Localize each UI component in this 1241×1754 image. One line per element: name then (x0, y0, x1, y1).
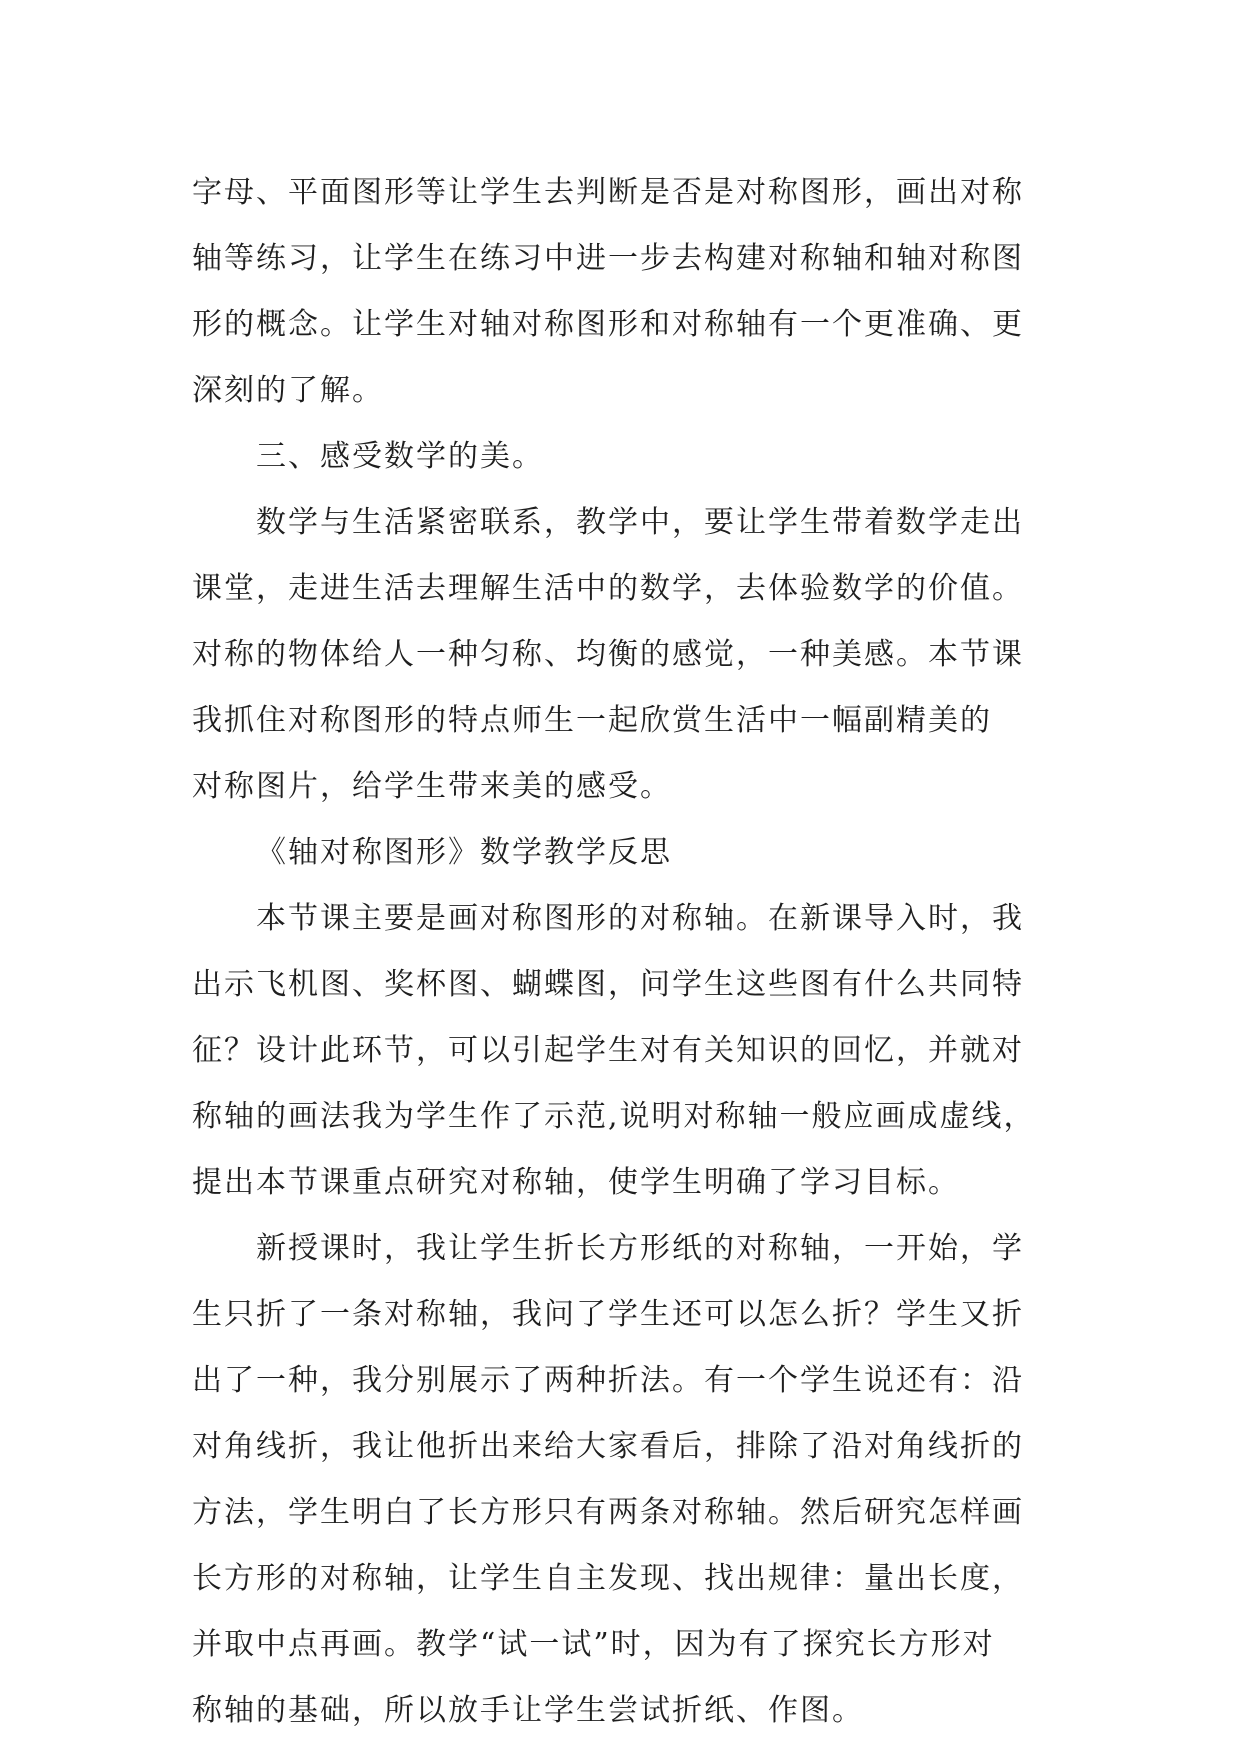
text-line: 新授课时，我让学生折长方形纸的对称轴，一开始，学 (256, 1231, 1024, 1266)
article-title: 《轴对称图形》数学教学反思 (256, 835, 672, 870)
text-line: 对称图片，给学生带来美的感受。 (192, 769, 672, 804)
text-line: 对角线折，我让他折出来给大家看后，排除了沿对角线折的 (192, 1429, 1024, 1464)
text-line: 征？设计此环节，可以引起学生对有关知识的回忆，并就对 (192, 1033, 1024, 1068)
text-line: 字母、平面图形等让学生去判断是否是对称图形，画出对称 (192, 175, 1024, 210)
text-line: 并取中点再画。教学“试一试”时，因为有了探究长方形对 (192, 1627, 995, 1662)
text-line: 形的概念。让学生对轴对称图形和对称轴有一个更准确、更 (192, 307, 1024, 342)
text-line: 出示飞机图、奖杯图、蝴蝶图，问学生这些图有什么共同特 (192, 967, 1024, 1002)
text-line: 称轴的画法我为学生作了示范,说明对称轴一般应画成虚线， (192, 1099, 1036, 1134)
text-line: 提出本节课重点研究对称轴，使学生明确了学习目标。 (192, 1165, 960, 1200)
text-line: 称轴的基础，所以放手让学生尝试折纸、作图。 (192, 1693, 864, 1728)
document-body (192, 160, 1072, 1744)
text-line: 本节课主要是画对称图形的对称轴。在新课导入时，我 (256, 901, 1024, 936)
text-line: 数学与生活紧密联系，教学中，要让学生带着数学走出 (256, 505, 1024, 540)
text-line: 轴等练习，让学生在练习中进一步去构建对称轴和轴对称图 (192, 241, 1024, 276)
text-line: 长方形的对称轴，让学生自主发现、找出规律：量出长度， (192, 1561, 1024, 1596)
section-heading: 三、感受数学的美。 (256, 439, 544, 474)
text-line: 生只折了一条对称轴，我问了学生还可以怎么折？学生又折 (192, 1297, 1024, 1332)
text-line: 课堂，走进生活去理解生活中的数学，去体验数学的价值。 (192, 571, 1024, 606)
text-line: 方法，学生明白了长方形只有两条对称轴。然后研究怎样画 (192, 1495, 1024, 1530)
text-line: 出了一种，我分别展示了两种折法。有一个学生说还有：沿 (192, 1363, 1024, 1398)
text-line: 我抓住对称图形的特点师生一起欣赏生活中一幅副精美的 (192, 703, 992, 738)
text-line: 对称的物体给人一种匀称、均衡的感觉，一种美感。本节课 (192, 637, 1024, 672)
text-line: 深刻的了解。 (192, 373, 384, 408)
